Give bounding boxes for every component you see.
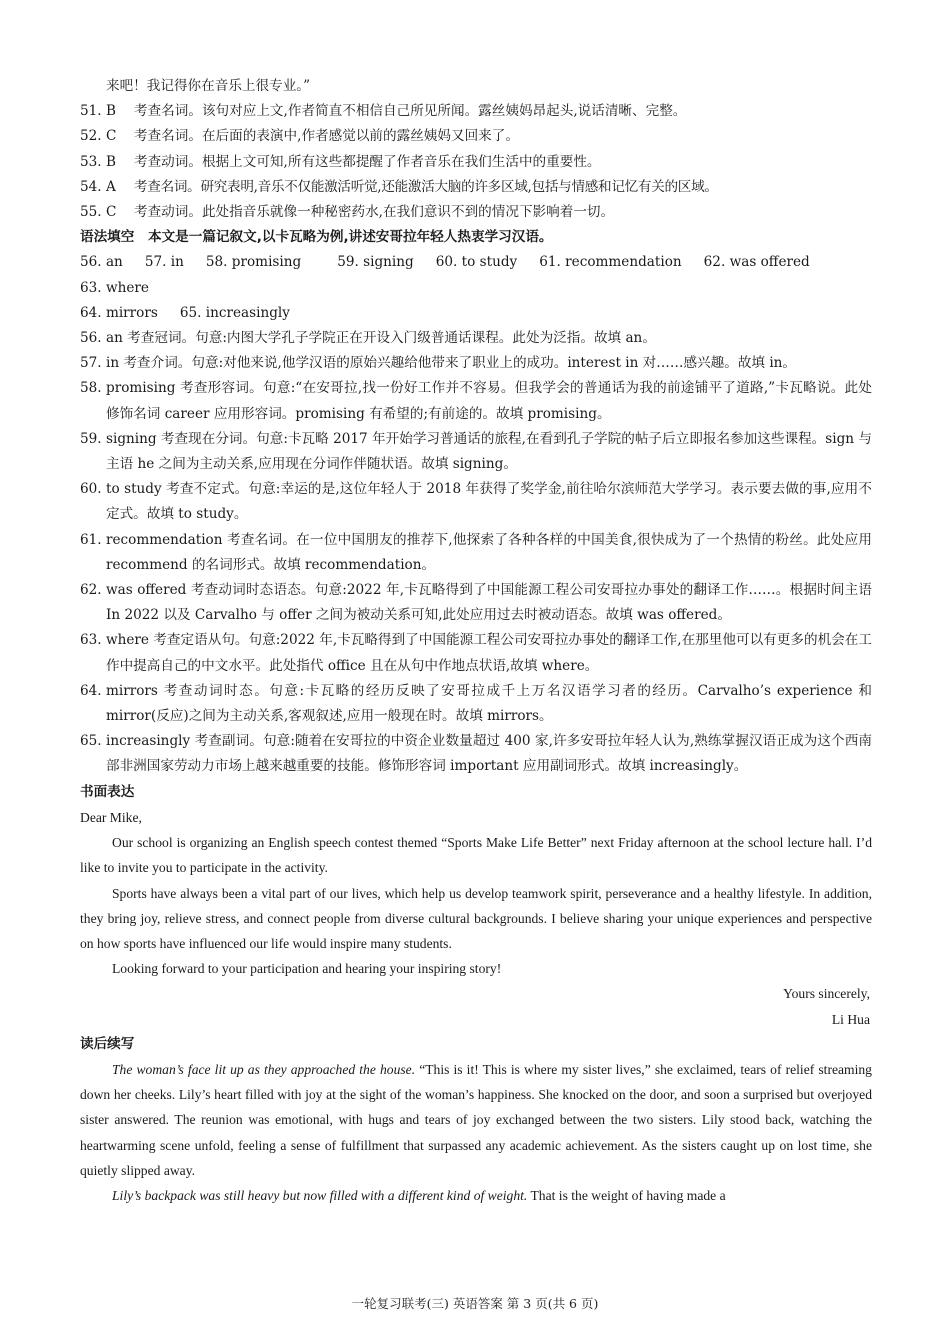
- item-text: was offered 考查动词时态语态。句意:2022 年,卡瓦略得到了中国能源工程公司安哥拉办事处的翻译工作……。根据时间主语 In 2022 以及 Carvalho 与 offer 之间为被动关系可知,此处应用过去时被动语态。故填 was offered。: [106, 582, 872, 624]
- grammar-heading: 语法填空 本文是一篇记叙文,以卡瓦略为例,讲述安哥拉年轻人热衷学习汉语。: [80, 229, 553, 246]
- item-number: 61.: [80, 531, 102, 548]
- paragraph-body: That is the weight of having made a: [527, 1187, 726, 1203]
- item-number: 62.: [80, 582, 102, 599]
- item-number: 52.: [80, 128, 102, 145]
- answer: 60. to study: [435, 254, 518, 271]
- item-text: 考查动词。根据上文可知,所有这些都提醒了作者音乐在我们生活中的重要性。: [134, 153, 601, 170]
- item-text: promising 考查形容词。句意:“在安哥拉,找一份好工作并不容易。但我学会的普通话为我的前途铺平了道路,”卡瓦略说。此处修饰名词 career 应用形容词。promising 有希望的;有前途的。故填 promising。: [106, 380, 872, 422]
- item-number: 57.: [80, 355, 102, 372]
- item-text: increasingly 考查副词。句意:随着在安哥拉的中资企业数量超过 400 家,许多安哥拉年轻人认为,熟练掌握汉语正成为这个西南部非洲国家劳动力市场上越来越重要的技能。修饰形容词 important 应用副词形式。故填 increasingly。: [106, 733, 872, 775]
- item-text: 考查名词。该句对应上文,作者简直不相信自己所见所闻。露丝姨妈昂起头,说话清晰、完整。: [134, 103, 687, 120]
- answer: 63. where: [80, 279, 149, 296]
- lead-sentence: The woman’s face lit up as they approached the house.: [112, 1061, 416, 1077]
- letter-signature: Li Hua: [831, 1011, 870, 1027]
- letter-salutation: Dear Mike,: [80, 809, 142, 825]
- list-item: [80, 326, 872, 351]
- letter-closing: Yours sincerely,: [783, 986, 870, 1002]
- item-number: 58.: [80, 380, 102, 397]
- item-text: recommendation 考查名词。在一位中国朋友的推荐下,他探索了各种各样的中国美食,很快成为了一个热情的粉丝。此处应用 recommend 的名词形式。故填 recommendation。: [106, 531, 872, 573]
- page-footer: 一轮复习联考(三) 英语答案 第 3 页(共 6 页): [351, 1296, 599, 1311]
- list-item: [80, 477, 872, 527]
- item-text: 考查名词。在后面的表演中,作者感觉以前的露丝姨妈又回来了。: [134, 128, 519, 145]
- item-number: 56.: [80, 330, 102, 347]
- answer: 56. an: [80, 254, 123, 271]
- item-option: B: [106, 153, 116, 170]
- list-item: [80, 351, 872, 376]
- letter-paragraph: Our school is organizing an English speech contest themed “Sports Make Life Better” next Friday afternoon at the school lecture hall. I’d like to invite you to participate in the activity.: [80, 835, 872, 876]
- item-option: C: [106, 128, 117, 145]
- list-item: [80, 679, 872, 729]
- item-option: B: [106, 103, 116, 120]
- item-text: to study 考查不定式。句意:幸运的是,这位年轻人于 2018 年获得了奖学金,前往哈尔滨师范大学学习。表示要去做的事,应用不定式。故填 to study。: [106, 481, 872, 523]
- item-text: an 考查冠词。句意:内图大学孔子学院正在开设入门级普通话课程。此处为泛指。故填 an。: [106, 330, 656, 347]
- letter: [80, 805, 872, 1032]
- continuation: [80, 1057, 872, 1208]
- list-item: [80, 578, 872, 628]
- answer: 57. in: [144, 254, 184, 271]
- continued-line: 来吧！我记得你在音乐上很专业。”: [106, 78, 311, 94]
- answer: 64. mirrors: [80, 304, 158, 321]
- list-item: [80, 729, 872, 779]
- item-number: 63.: [80, 632, 102, 649]
- answer: 59. signing: [337, 254, 414, 271]
- list-item: [80, 628, 872, 678]
- writing-heading: 书面表达: [80, 783, 135, 800]
- answers-row: [80, 250, 872, 300]
- answer: 58. promising: [205, 254, 302, 271]
- item-number: 65.: [80, 733, 102, 750]
- answer: 65. increasingly: [179, 304, 290, 321]
- item-number: 54.: [80, 178, 102, 195]
- explanation-list: [80, 326, 872, 780]
- answer: 61. recommendation: [539, 254, 682, 271]
- item-text: in 考查介词。句意:对他来说,他学汉语的原始兴趣给他带来了职业上的成功。interest in 对……感兴趣。故填 in。: [106, 355, 797, 372]
- letter-paragraph: Sports have always been a vital part of our lives, which help us develop teamwork spirit, perseverance and a healthy lifestyle. In addition, they bring joy, relieve stress, and connect people from diverse cultural backgrounds. I believe sharing your unique experiences and perspective on how sports have influenced our life would inspire many students.: [80, 885, 872, 951]
- item-number: 60.: [80, 481, 102, 498]
- item-number: 64.: [80, 682, 102, 699]
- continuation-paragraph: [80, 1057, 872, 1183]
- item-text: 考查动词。此处指音乐就像一种秘密药水,在我们意识不到的情况下影响着一切。: [134, 204, 615, 221]
- answer: 62. was offered: [703, 254, 810, 271]
- item-text: where 考查定语从句。句意:2022 年,卡瓦略得到了中国能源工程公司安哥拉办事处的翻译工作,在那里他可以有更多的机会在工作中提高自己的中文水平。此处指代 office 且在从句中作地点状语,故填 where。: [106, 632, 872, 674]
- continuation-paragraph: [80, 1183, 872, 1208]
- continuation-heading: 读后续写: [80, 1035, 135, 1052]
- answer-page: [80, 74, 872, 1208]
- item-number: 51.: [80, 103, 102, 120]
- list-item: [80, 150, 872, 175]
- answers-row: [80, 301, 872, 326]
- list-item: [80, 528, 872, 578]
- list-item: [80, 200, 872, 225]
- item-number: 55.: [80, 204, 102, 221]
- mc-list: [80, 99, 872, 225]
- lead-sentence: Lily’s backpack was still heavy but now filled with a different kind of weight.: [112, 1187, 528, 1203]
- item-text: mirrors 考查动词时态。句意:卡瓦略的经历反映了安哥拉成千上万名汉语学习者的经历。Carvalho’s experience 和 mirror(反应)之间为主动关系,客观叙述,应用一般现在时。故填 mirrors。: [106, 682, 872, 725]
- list-item: [80, 124, 872, 149]
- paragraph-body: “This is it! This is where my sister lives,” she exclaimed, tears of relief streaming down her cheeks. Lily’s heart filled with joy at the sight of the woman’s happiness. She knocked on the door, and soon a surprised but overjoyed sister answered. The reunion was emotional, with hugs and tears of joy exchanged between the two sisters. Lily stood back, watching the heartwarming scene unfold, feeling a sense of fulfillment that surpassed any academic achievement. As the sisters caught up on lost time, she quietly slipped away.: [80, 1061, 872, 1178]
- item-option: A: [106, 178, 116, 195]
- item-number: 59.: [80, 430, 102, 447]
- item-text: signing 考查现在分词。句意:卡瓦略 2017 年开始学习普通话的旅程,在看到孔子学院的帖子后立即报名参加这些课程。sign 与主语 he 之间为主动关系,应用现在分词作伴随状语。故填 signing。: [106, 430, 872, 473]
- list-item: [80, 99, 872, 124]
- list-item: [80, 175, 872, 200]
- item-text: 考查名词。研究表明,音乐不仅能激活听觉,还能激活大脑的许多区域,包括与情感和记忆有关的区域。: [134, 178, 718, 195]
- item-number: 53.: [80, 153, 102, 170]
- letter-paragraph: Looking forward to your participation and hearing your inspiring story!: [112, 961, 502, 977]
- list-item: [80, 427, 872, 477]
- list-item: [80, 376, 872, 426]
- item-option: C: [106, 204, 117, 221]
